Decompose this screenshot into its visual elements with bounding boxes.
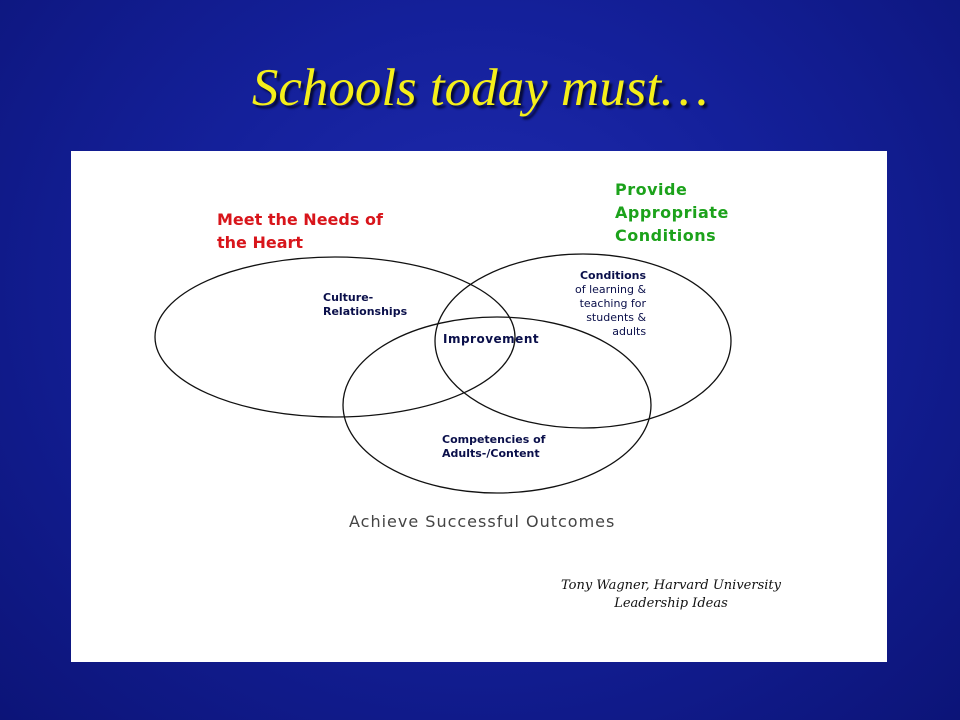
outcomes-heading: Achieve Successful Outcomes [349, 512, 616, 531]
conditions-label-line: students & [586, 311, 647, 324]
improvement-label: Improvement [443, 332, 540, 346]
conditions-heading [615, 178, 729, 247]
conditions-heading-line: Provide [615, 180, 688, 199]
conditions-label-line: Conditions [579, 269, 647, 282]
competencies-label-line: Competencies of [442, 433, 546, 446]
conditions-heading-line: Appropriate [615, 203, 729, 222]
culture-label-line: Culture- [323, 291, 374, 304]
slide-title: Schools today must… [251, 59, 709, 117]
venn-diagram-panel [71, 151, 887, 662]
conditions-label-line: teaching for [579, 297, 647, 310]
conditions-heading-line: Conditions [615, 226, 717, 245]
heart-heading-line: Meet the Needs of [217, 210, 383, 229]
heart-heading [217, 208, 383, 254]
attribution-line: Tony Wagner, Harvard University [561, 578, 781, 593]
heart-heading-line: the Heart [217, 233, 304, 252]
conditions-label-line: of learning & [575, 283, 647, 296]
culture-label [323, 291, 407, 319]
culture-label-line: Relationships [323, 305, 408, 318]
conditions-label [575, 269, 646, 339]
conditions-label-line: adults [612, 325, 647, 338]
competencies-label [442, 433, 545, 461]
competencies-label-line: Adults-/Content [442, 447, 540, 460]
attribution [526, 577, 816, 613]
attribution-line: Leadership Ideas [614, 596, 728, 611]
